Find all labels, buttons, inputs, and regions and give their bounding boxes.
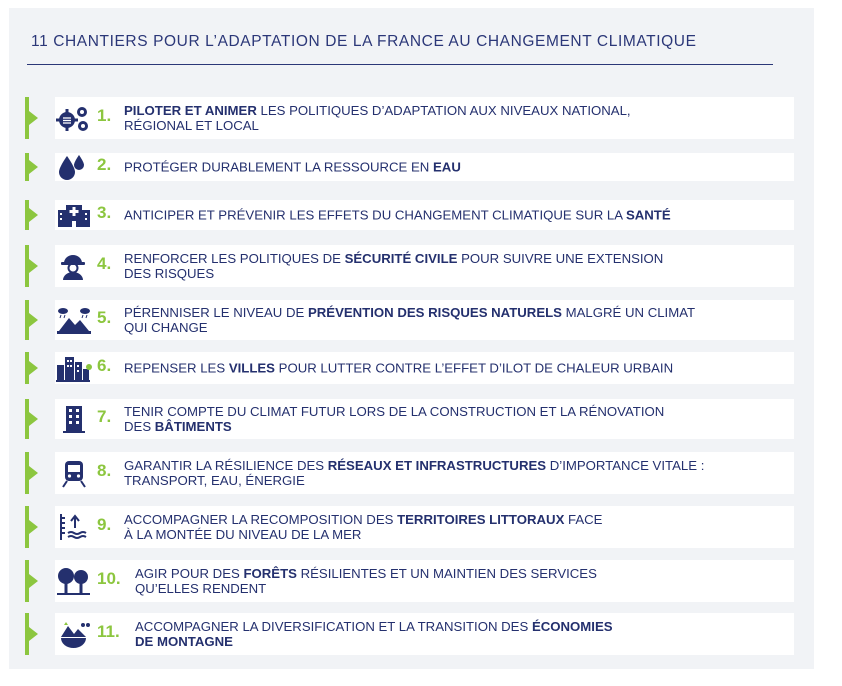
item-text [124, 160, 789, 175]
item-text [124, 404, 789, 434]
mountain-economy-icon [55, 619, 93, 649]
item-text-line [124, 404, 789, 419]
sea-level-icon [55, 512, 93, 542]
accent-arrow [29, 111, 38, 125]
item-text-line [124, 266, 789, 281]
item-text [135, 566, 790, 596]
item-number: 7. [97, 407, 112, 426]
chantier-item [55, 560, 794, 602]
firefighter-icon [55, 251, 93, 281]
plain-text: LES POLITIQUES D’ADAPTATION AUX NIVEAUX NATIONAL, [256, 103, 631, 118]
item-text [135, 619, 790, 649]
plain-text: FACE [564, 512, 603, 527]
chantier-item [55, 97, 794, 139]
item-number: 4. [97, 254, 112, 273]
plain-text: DES [124, 419, 155, 434]
item-text-line [124, 361, 789, 376]
item-text-line [124, 208, 789, 223]
item-text-line [135, 634, 790, 649]
page-title: 11 CHANTIERS POUR L’ADAPTATION DE LA FRANCE AU CHANGEMENT CLIMATIQUE [31, 33, 697, 50]
item-text [124, 103, 789, 133]
gears-icon [55, 103, 93, 133]
emphasis-text: DE MONTAGNE [135, 634, 233, 649]
item-number: 5. [97, 308, 112, 327]
plain-text: QU’ELLES RENDENT [135, 581, 267, 596]
chantier-item [55, 300, 794, 340]
plain-text: RENFORCER LES POLITIQUES DE [124, 251, 345, 266]
item-text-line [124, 118, 789, 133]
emphasis-text: TERRITOIRES LITTORAUX [397, 512, 565, 527]
item-text [124, 512, 789, 542]
item-text-line [124, 527, 789, 542]
accent-arrow [29, 208, 38, 222]
natural-hazards-icon [55, 305, 93, 335]
accent-arrow [29, 259, 38, 273]
plain-text: MALGRÉ UN CLIMAT [561, 305, 696, 320]
emphasis-text: VILLES [228, 360, 275, 376]
plain-text: REPENSER LES [124, 360, 229, 376]
chantier-item [55, 399, 794, 439]
item-text-line [124, 419, 789, 434]
plain-text: POUR LUTTER CONTRE L’EFFET D’ILOT DE CHALEUR URBAIN [274, 360, 674, 376]
plain-text: GARANTIR LA RÉSILIENCE DES [124, 458, 328, 473]
water-drops-icon [55, 152, 93, 182]
plain-text: TRANSPORT, EAU, ÉNERGIE [124, 473, 305, 488]
item-number: 3. [97, 203, 112, 222]
chantier-item [55, 506, 794, 548]
item-number: 1. [97, 106, 112, 125]
item-text-line [124, 320, 789, 335]
emphasis-text: PRÉVENTION DES RISQUES NATURELS [307, 305, 562, 320]
accent-arrow [29, 466, 38, 480]
hospital-icon [55, 200, 93, 230]
emphasis-text: PILOTER ET ANIMER [124, 103, 257, 118]
train-icon [55, 458, 93, 488]
plain-text: PÉRENNISER LE NIVEAU DE [124, 305, 308, 320]
plain-text: ACCOMPAGNER LA RECOMPOSITION DES [124, 512, 398, 527]
chantier-item [55, 452, 794, 494]
plain-text: POUR SUIVRE UNE EXTENSION [457, 251, 664, 266]
item-number: 8. [97, 461, 112, 480]
accent-arrow [29, 627, 38, 641]
emphasis-text: SÉCURITÉ CIVILE [344, 251, 458, 266]
plain-text: TENIR COMPTE DU CLIMAT FUTUR LORS DE LA CONSTRUCTION ET LA RÉNOVATION [124, 404, 665, 419]
chantier-item [55, 200, 794, 230]
item-number: 10. [97, 569, 121, 588]
building-icon [55, 404, 93, 434]
item-text-line [124, 458, 789, 473]
plain-text: ACCOMPAGNER LA DIVERSIFICATION ET LA TRANSITION DES [135, 619, 532, 634]
item-number: 11. [97, 622, 120, 641]
item-text-line [124, 103, 789, 118]
item-text [124, 208, 789, 223]
item-text-line [124, 305, 789, 320]
item-number: 6. [97, 356, 112, 375]
chantier-item [55, 613, 794, 655]
item-text-line [135, 566, 790, 581]
emphasis-text: RÉSEAUX ET INFRASTRUCTURES [327, 458, 547, 473]
chantier-item [55, 245, 794, 287]
item-text [124, 251, 789, 281]
plain-text: RÉGIONAL ET LOCAL [124, 118, 259, 133]
city-icon [55, 353, 93, 383]
plain-text: PROTÉGER DURABLEMENT LA RESSOURCE EN [124, 159, 433, 175]
item-text [124, 305, 789, 335]
plain-text: DES RISQUES [124, 266, 215, 281]
plain-text: QUI CHANGE [124, 320, 208, 335]
item-text [124, 361, 789, 376]
accent-arrow [29, 574, 38, 588]
plain-text: RÉSILIENTES ET UN MAINTIEN DES SERVICES [296, 566, 597, 581]
item-text-line [124, 473, 789, 488]
accent-arrow [29, 160, 38, 174]
emphasis-text: EAU [433, 159, 461, 175]
emphasis-text: FORÊTS [243, 566, 297, 581]
item-text-line [124, 160, 789, 175]
item-number: 9. [97, 515, 112, 534]
plain-text: ANTICIPER ET PRÉVENIR LES EFFETS DU CHANGEMENT CLIMATIQUE SUR LA [124, 207, 626, 223]
item-text-line [135, 581, 790, 596]
emphasis-text: SANTÉ [625, 207, 671, 223]
item-text-line [124, 251, 789, 266]
trees-icon [55, 566, 93, 596]
accent-arrow [29, 361, 38, 375]
chantier-item [55, 153, 794, 181]
emphasis-text: BÂTIMENTS [154, 419, 232, 434]
emphasis-text: ÉCONOMIES [531, 619, 613, 634]
title-divider [27, 64, 773, 65]
plain-text: À LA MONTÉE DU NIVEAU DE LA MER [124, 527, 362, 542]
item-text [124, 458, 789, 488]
item-text-line [135, 619, 790, 634]
item-text-line [124, 512, 789, 527]
chantier-item [55, 352, 794, 384]
item-number: 2. [97, 155, 112, 174]
plain-text: D’IMPORTANCE VITALE : [546, 458, 705, 473]
accent-arrow [29, 520, 38, 534]
plain-text: AGIR POUR DES [135, 566, 244, 581]
accent-arrow [29, 412, 38, 426]
accent-arrow [29, 313, 38, 327]
